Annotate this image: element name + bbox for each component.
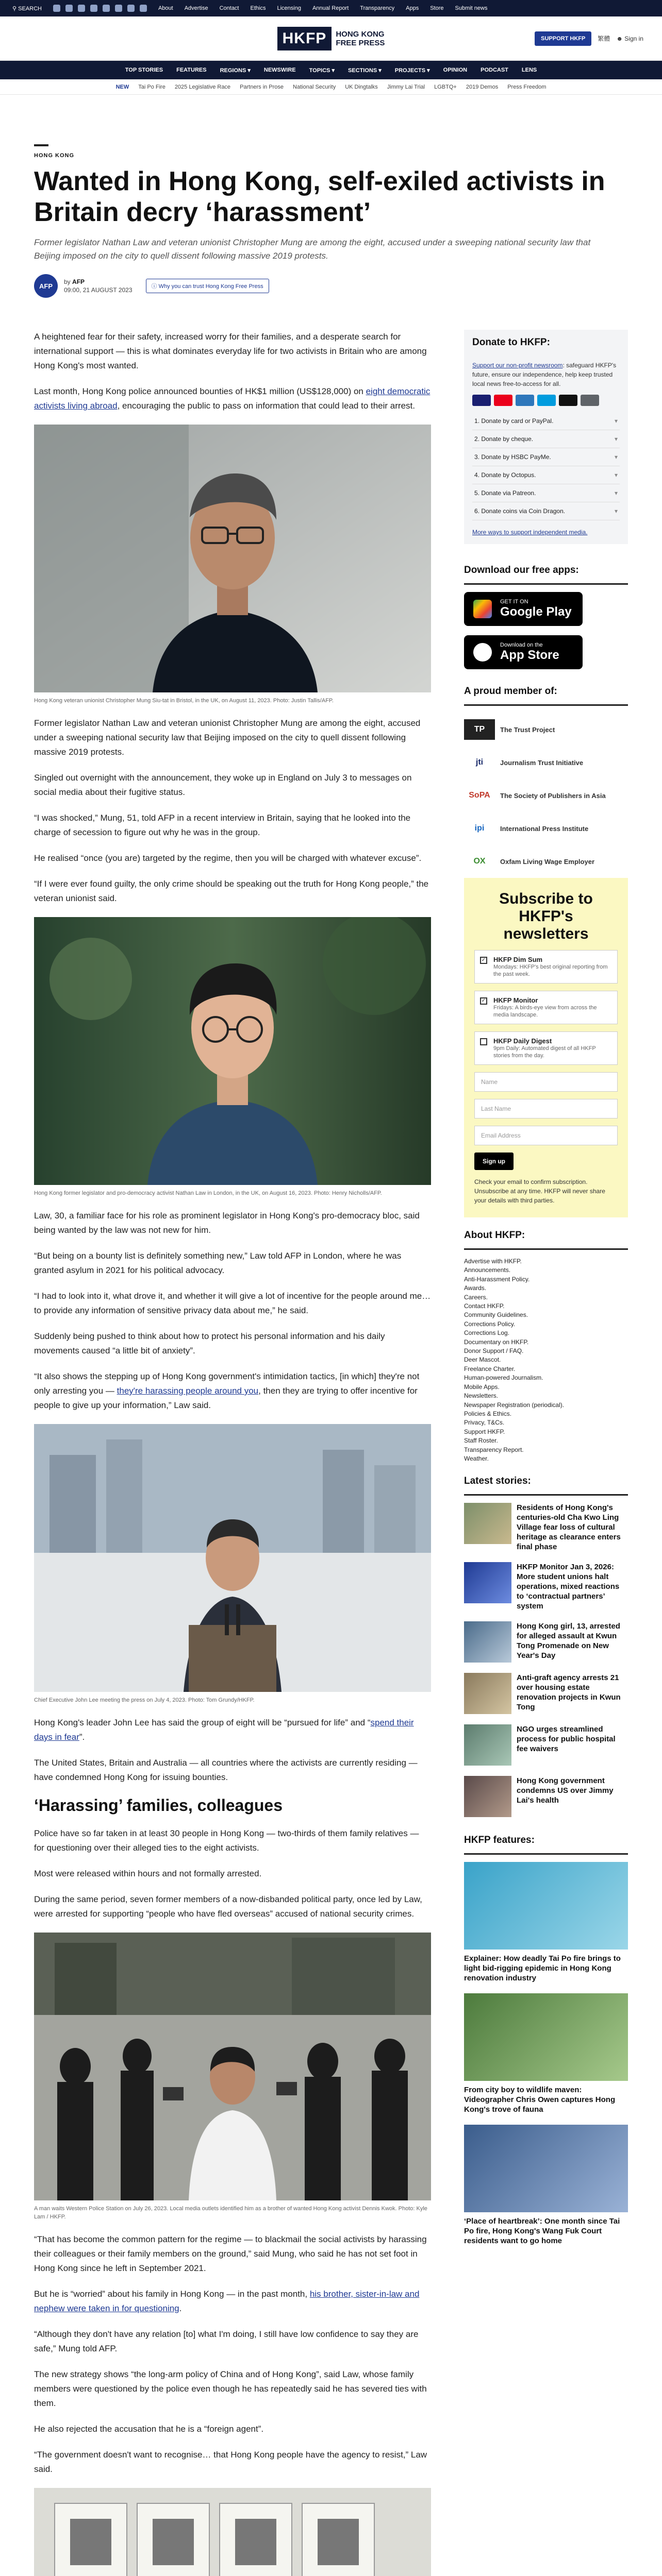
masthead-right	[448, 31, 643, 46]
ipi-logo: ipi	[474, 824, 485, 833]
member-jti[interactable]: jti Journalism Trust Initiative	[464, 746, 628, 779]
article-category[interactable]: HONG KONG	[34, 152, 75, 159]
trust-project-logo: TP	[464, 719, 495, 740]
chevron-down-icon: ▾	[614, 489, 618, 497]
byline-meta: by AFP 09:00, 21 AUGUST 2023	[64, 278, 133, 294]
payment-icons	[472, 395, 620, 406]
newsletter-note: Check your email to confirm subscription. Unsubscribe at any time. HKFP will never share your details with third parties.	[474, 1178, 605, 1204]
photo-wanted-poster-wall	[34, 2488, 431, 2576]
instagram-icon[interactable]	[78, 5, 85, 12]
figure	[34, 1933, 431, 2221]
donate-option[interactable]: 2. Donate by cheque. ▾	[472, 430, 620, 448]
publish-date: 09:00, 21 AUGUST 2023	[64, 286, 133, 294]
paragraph: “It also shows the stepping up of Hong Kong government's intimidation tactics, [in which] they're not only arresting you — they're harassing people around you, then they are trying to offer incentive for people to give up your information,” Law said.	[34, 1371, 420, 1410]
about-link[interactable]: Corrections Log.	[464, 1329, 510, 1337]
donate-option[interactable]: 3. Donate by HSBC PayMe. ▾	[472, 448, 620, 466]
search-link[interactable]: ⚲ SEARCH	[12, 5, 42, 12]
google-play-icon	[473, 600, 492, 618]
facebook-icon[interactable]	[53, 5, 60, 12]
about-link[interactable]: Corrections Policy.	[464, 1320, 516, 1328]
trending-bar	[0, 79, 662, 95]
paragraph: “The government doesn't want to recognise… that Hong Kong people have the agency to resist,” Law said.	[34, 2450, 427, 2474]
logo-text: HONG KONG FREE PRESS	[336, 29, 385, 47]
checkbox[interactable]	[480, 1038, 487, 1045]
feature-story[interactable]: ‘Place of heartbreak’: One month since Tai Po fire, Hong Kong's Wang Fuk Court residents want to go home	[464, 2125, 628, 2246]
nav-item[interactable]: SECTIONS ▾	[347, 67, 382, 74]
newsletter-title: Subscribe to HKFP's newsletters	[499, 890, 593, 942]
photo-christopher-mung	[34, 425, 431, 692]
paragraph: Law, 30, a familiar face for his role as prominent legislator in Hong Kong's pro-democracy bloc, said being wanted by the law was not new for him.	[34, 1211, 420, 1235]
checkbox-checked[interactable]: ✓	[480, 997, 487, 1005]
figure	[34, 1424, 431, 1704]
nav-item[interactable]: FEATURES	[176, 67, 207, 73]
newsletter-widget	[464, 878, 628, 1217]
member-trust-project[interactable]: TP The Trust Project	[464, 713, 628, 746]
paragraph: Police have so far taken in at least 30 people in Hong Kong — two-thirds of them family relatives — for questioning over their alleged ties to the eight activists.	[34, 1828, 419, 1853]
top-utility-bar	[0, 0, 662, 16]
about-link[interactable]: Policies & Ethics.	[464, 1410, 512, 1417]
site-logo[interactable]	[277, 27, 385, 50]
features-widget	[464, 1827, 628, 2246]
figure	[34, 917, 431, 1197]
email-input[interactable]: Email Address	[474, 1126, 618, 1145]
twitter-icon[interactable]	[65, 5, 73, 12]
topbar-link[interactable]: Licensing	[277, 5, 301, 11]
chevron-down-icon: ▾	[614, 417, 618, 425]
main-nav	[0, 61, 662, 79]
latest-story[interactable]: Hong Kong girl, 13, arrested for alleged assault at Kwun Tong Promenade on New Year's Day	[464, 1621, 628, 1663]
paragraph: During the same period, seven former members of a now-disbanded political party, once led by Law, were arrested for supporting “people who have fled overseas” accused of national security crimes.	[34, 1894, 422, 1919]
youtube-icon[interactable]	[90, 5, 97, 12]
latest-story[interactable]: Hong Kong government condemns US over Jimmy Lai's health	[464, 1776, 628, 1817]
inline-link[interactable]: they're harassing people around you	[117, 1386, 259, 1396]
paragraph: Suddenly being pushed to think about how to protect his personal information and his daily movements caused “a little bit of anxiety”.	[34, 1331, 385, 1355]
paragraph: Singled out overnight with the announcement, they woke up in England on July 3 to messages on social media about their fugitive status.	[34, 773, 412, 797]
feature-story[interactable]: From city boy to wildlife maven: Videographer Chris Owen captures Hong Kong's trove of fauna	[464, 1993, 628, 2114]
paragraph: “Although they don't have any relation [to] what I'm doing, I still have low confidence to say they are safe,” Mung told AFP.	[34, 2329, 419, 2353]
newsletter-option-dim-sum[interactable]: ✓ HKFP Dim Sum Mondays: HKFP's best original reporting from the past week.	[474, 950, 618, 984]
trust-button[interactable]: ⓘ Why you can trust Hong Kong Free Press	[146, 279, 269, 293]
latest-story[interactable]: Residents of Hong Kong's centuries-old Cha Kwo Ling Village fear loss of cultural heritage as clearance enters final phase	[464, 1503, 628, 1552]
chevron-down-icon: ▾	[614, 435, 618, 443]
about-link[interactable]: Advertise with HKFP.	[464, 1258, 522, 1265]
feature-thumbnail	[464, 1993, 628, 2081]
paragraph: The United States, Britain and Australia — all countries where the activists are currently residing — have condemned Hong Kong for issuing bounties.	[34, 1758, 418, 1782]
figure	[34, 425, 431, 705]
telegram-icon[interactable]	[103, 5, 110, 12]
member-ipi[interactable]: ipi International Press Institute	[464, 812, 628, 845]
topbar-link[interactable]: Submit news	[455, 5, 488, 11]
article-header	[34, 144, 627, 298]
topbar-link[interactable]: About	[158, 5, 173, 11]
kicker-rule	[34, 144, 48, 146]
about-list	[464, 1257, 628, 1463]
story-thumbnail	[464, 1776, 511, 1817]
article-headline: Wanted in Hong Kong, self-exiled activists in Britain decry ‘harassment’	[34, 166, 605, 227]
language-switch[interactable]: 繁體	[598, 35, 610, 42]
paragraph: “I had to look into it, what drove it, and whether it will give a lot of incentive for the people around me… to provide any information of sensitive privacy data about me,” he said.	[34, 1291, 431, 1315]
trending-item[interactable]: Tai Po Fire	[138, 83, 166, 90]
applepay-icon	[559, 395, 577, 406]
topbar-link[interactable]: Contact	[219, 5, 239, 11]
latest-story[interactable]: HKFP Monitor Jan 3, 2026: More student unions halt operations, mixed reactions to ‘contractual partners’ system	[464, 1562, 628, 1611]
nav-item[interactable]: TOP STORIES	[125, 67, 163, 73]
paypal-icon	[537, 395, 556, 406]
paragraph: The new strategy shows “the long-arm policy of China and of Hong Kong”, said Law, whose family members were questioned by the police even though he has repeatedly said he has severed ties with them.	[34, 2369, 427, 2408]
donate-option[interactable]: 4. Donate by Octopus. ▾	[472, 466, 620, 484]
donate-link[interactable]: Support our non-profit newsroom	[472, 362, 563, 369]
more-ways-link[interactable]: More ways to support independent media.	[472, 529, 588, 536]
paragraph: Former legislator Nathan Law and veteran unionist Christopher Mung are among the eight, accused under a sweeping national security law that Beijing imposed on the city to quell dissent following massive 2019 protests.	[34, 718, 421, 757]
topbar-link[interactable]: Store	[430, 5, 444, 11]
topbar-link[interactable]: Transparency	[360, 5, 395, 11]
topbar-link[interactable]: Advertise	[184, 5, 208, 11]
mastercard-icon	[494, 395, 512, 406]
nav-item[interactable]: NEWSWIRE	[263, 67, 296, 73]
about-link[interactable]: Awards.	[464, 1284, 487, 1292]
about-link[interactable]: Contact HKFP.	[464, 1302, 505, 1310]
story-thumbnail	[464, 1621, 511, 1663]
about-link[interactable]: Newspaper Registration (periodical).	[464, 1401, 565, 1409]
trending-item[interactable]: Jimmy Lai Trial	[387, 83, 425, 90]
widget-title: Download our free apps:	[464, 557, 628, 585]
topbar-link[interactable]: Ethics	[250, 5, 266, 11]
paragraph: “That has become the common pattern for the regime — to blackmail the social activists by harassing their colleagues or their family members on the ground,” said Mung, who said he has not set foot in Hong Kong since he left in September 2021.	[34, 2234, 427, 2273]
article-deck: Former legislator Nathan Law and veteran unionist Christopher Mung are among the eight, accused under a sweeping national security law that Beijing imposed on the city to quell dissent following massive 2019 protests.	[34, 238, 591, 261]
member-oxfam[interactable]: OX Oxfam Living Wage Employer	[464, 845, 628, 878]
byline	[34, 274, 627, 298]
name-input[interactable]: Name	[474, 1072, 618, 1092]
email-icon[interactable]	[140, 5, 147, 12]
donate-widget	[464, 330, 628, 544]
about-link[interactable]: Community Guidelines.	[464, 1311, 528, 1319]
member-sopa[interactable]: SoPA The Society of Publishers in Asia	[464, 779, 628, 812]
about-link[interactable]: Weather.	[464, 1454, 489, 1462]
trending-item[interactable]: Partners in Prose	[240, 83, 284, 90]
about-link[interactable]: Human-powered Journalism.	[464, 1374, 543, 1382]
about-link[interactable]: Transparency Report.	[464, 1446, 524, 1453]
about-link[interactable]: Freelance Charter.	[464, 1365, 516, 1372]
about-link[interactable]: Privacy, T&Cs.	[464, 1419, 505, 1427]
nav-item[interactable]: REGIONS ▾	[220, 67, 251, 74]
nav-item[interactable]: PROJECTS ▾	[394, 67, 430, 74]
donate-text: Support our non-profit newsroom: safeguard HKFP's future, ensure our independence, help keep trusted local news free-to-access for all.	[472, 362, 617, 387]
sidebar	[464, 330, 628, 2256]
chevron-down-icon: ▾	[614, 471, 618, 479]
donate-option[interactable]: 6. Donate coins via Coin Dragon. ▾	[472, 502, 620, 520]
apple-icon	[473, 643, 492, 662]
latest-story[interactable]: NGO urges streamlined process for public hospital fee waivers	[464, 1724, 628, 1766]
trending-item[interactable]: LGBTQ+	[434, 83, 457, 90]
donate-option[interactable]: 1. Donate by card or PayPal. ▾	[472, 412, 620, 430]
about-widget	[464, 1223, 628, 1463]
paragraph: Hong Kong's leader John Lee has said the group of eight will be “pursued for life” and “spend their days in fear”.	[34, 1718, 414, 1742]
linkedin-icon[interactable]	[115, 5, 122, 12]
photo-john-lee	[34, 1424, 431, 1692]
article-body	[34, 330, 431, 2576]
story-thumbnail	[464, 1503, 511, 1544]
widget-title: Donate to HKFP:	[472, 337, 550, 348]
feature-story[interactable]: Explainer: How deadly Tai Po fire brings to light bid-rigging epidemic in Hong Kong renovation industry	[464, 1862, 628, 1983]
about-link[interactable]: Announcements.	[464, 1266, 511, 1274]
photo-caption: A man waits Western Police Station on July 26, 2023. Local media outlets identified him as a brother of wanted Hong Kong activist Dennis Kwok. Photo: Kyle Lam / HKFP.	[34, 2206, 427, 2220]
section-heading: ‘Harassing’ families, colleagues	[34, 1796, 283, 1815]
story-thumbnail	[464, 1562, 511, 1603]
visa-icon	[472, 395, 491, 406]
donate-more	[472, 528, 620, 537]
app-store-badge[interactable]: Download on the App Store	[464, 635, 583, 669]
author-name[interactable]: AFP	[72, 278, 85, 285]
widget-title: Latest stories:	[464, 1468, 628, 1496]
author-avatar[interactable]: AFP	[34, 274, 58, 298]
photo-caption: Hong Kong veteran unionist Christopher Mung Siu-tat in Bristol, in the UK, on August 11, 2023. Photo: Justin Tallis/AFP.	[34, 698, 334, 704]
newsletter-option-monitor[interactable]: ✓ HKFP Monitor Fridays: A birds-eye view from across the media landscape.	[474, 991, 618, 1024]
latest-story[interactable]: Anti-graft agency arrests 21 over housing estate renovation projects in Kwun Tong	[464, 1673, 628, 1714]
about-link[interactable]: Careers.	[464, 1293, 488, 1301]
paragraph: He realised “once (you are) targeted by the regime, then you will be charged with whatever excuse”.	[34, 853, 422, 863]
story-thumbnail	[464, 1724, 511, 1766]
inline-link[interactable]: spend their days in fear	[34, 1718, 414, 1742]
apps-widget	[464, 557, 628, 669]
social-icons	[53, 5, 147, 12]
latest-widget	[464, 1468, 628, 1817]
inline-link[interactable]: eight democratic activists living abroad	[34, 386, 431, 411]
nav-item[interactable]: PODCAST	[481, 67, 508, 73]
donate-option[interactable]: 5. Donate via Patreon. ▾	[472, 484, 620, 502]
trending-item[interactable]: UK Dingtalks	[345, 83, 378, 90]
paragraph: A heightened fear for their safety, increased worry for their families, and a desperate search for international support — this is what dominates everyday life for two activists in Britain who are among Hong Kong's most wanted.	[34, 332, 427, 370]
trending-item[interactable]: Press Freedom	[507, 83, 547, 90]
sign-in-link[interactable]: ☻ Sign in	[616, 35, 643, 42]
support-hkfp-button[interactable]: SUPPORT HKFP	[535, 31, 591, 46]
sign-up-button[interactable]: Sign up	[474, 1153, 514, 1170]
rss-icon[interactable]	[127, 5, 135, 12]
logo-mark: HKFP	[277, 27, 332, 50]
photo-police-station-crowd	[34, 1933, 431, 2200]
about-link[interactable]: Documentary on HKFP.	[464, 1338, 529, 1346]
donate-options	[472, 412, 620, 520]
about-link[interactable]: Newsletters.	[464, 1392, 499, 1400]
sopa-logo: SoPA	[469, 791, 490, 800]
feature-thumbnail	[464, 2125, 628, 2212]
topbar-link[interactable]: Annual Report	[312, 5, 349, 11]
nav-item[interactable]: OPINION	[443, 67, 468, 73]
about-link[interactable]: Support HKFP.	[464, 1428, 505, 1435]
nav-item[interactable]: TOPICS ▾	[309, 67, 335, 74]
feature-thumbnail	[464, 1862, 628, 1950]
jti-logo: jti	[475, 758, 484, 767]
trending-item[interactable]: 2019 Demos	[466, 83, 499, 90]
widget-title: About HKFP:	[464, 1223, 628, 1250]
figure	[34, 2488, 431, 2576]
paragraph: “If I were ever found guilty, the only crime should be speaking out the truth for Hong Kong people,” the veteran unionist said.	[34, 879, 429, 903]
paragraph: “I was shocked,” Mung, 51, told AFP in a recent interview in Britain, saying that he looked into the charge of secession to figure out why he was in the group.	[34, 813, 411, 837]
inline-link[interactable]: his brother, sister-in-law and nephew were taken in for questioning	[34, 2289, 420, 2313]
about-link[interactable]: Deer Mascot.	[464, 1356, 501, 1364]
last-name-input[interactable]: Last Name	[474, 1099, 618, 1118]
masthead	[0, 16, 662, 61]
google-play-badge[interactable]: GET IT ON Google Play	[464, 592, 583, 626]
chevron-down-icon: ▾	[614, 453, 618, 461]
story-thumbnail	[464, 1673, 511, 1714]
widget-title: A proud member of:	[464, 679, 628, 706]
about-link[interactable]: Donor Support / FAQ.	[464, 1347, 524, 1355]
amex-icon	[516, 395, 534, 406]
about-link[interactable]: Anti-Harassment Policy.	[464, 1275, 530, 1283]
paragraph: “But being on a bounty list is definitely something new,” Law told AFP in London, where he was granted asylum in 2021 for his political advocacy.	[34, 1251, 402, 1275]
member-widget	[464, 679, 628, 878]
trending-item[interactable]: National Security	[293, 83, 336, 90]
paragraph: Most were released within hours and not formally arrested.	[34, 1869, 262, 1878]
chevron-down-icon: ▾	[614, 507, 618, 515]
trending-item[interactable]: 2025 Legislative Race	[174, 83, 231, 90]
photo-nathan-law	[34, 917, 431, 1185]
about-link[interactable]: Mobile Apps.	[464, 1383, 500, 1391]
newsletter-option-daily-digest[interactable]: HKFP Daily Digest 9pm Daily: Automated digest of all HKFP stories from the day.	[474, 1031, 618, 1065]
topbar-link[interactable]: Apps	[406, 5, 419, 11]
photo-caption: Hong Kong former legislator and pro-democracy activist Nathan Law in London, in the UK, on August 16, 2023. Photo: Henry Nicholls/AFP.	[34, 1190, 382, 1196]
oxfam-logo: OX	[473, 857, 486, 866]
googlepay-icon	[581, 395, 599, 406]
checkbox-checked[interactable]: ✓	[480, 957, 487, 964]
photo-caption: Chief Executive John Lee meeting the press on July 4, 2023. Photo: Tom Grundy/HKFP.	[34, 1697, 255, 1703]
widget-title: HKFP features:	[464, 1827, 628, 1855]
paragraph: But he is “worried” about his family in Hong Kong — in the past month, his brother, sister-in-law and nephew were taken in for questioning.	[34, 2289, 420, 2313]
paragraph: He also rejected the accusation that he is a “foreign agent”.	[34, 2424, 264, 2434]
about-link[interactable]: Staff Roster.	[464, 1437, 498, 1445]
nav-item[interactable]: LENS	[521, 67, 537, 73]
trending-label: NEW	[115, 83, 129, 90]
paragraph: Last month, Hong Kong police announced bounties of HK$1 million (US$128,000) on eight democratic activists living abroad, encouraging the public to pass on information that could lead to their arrest.	[34, 386, 431, 411]
